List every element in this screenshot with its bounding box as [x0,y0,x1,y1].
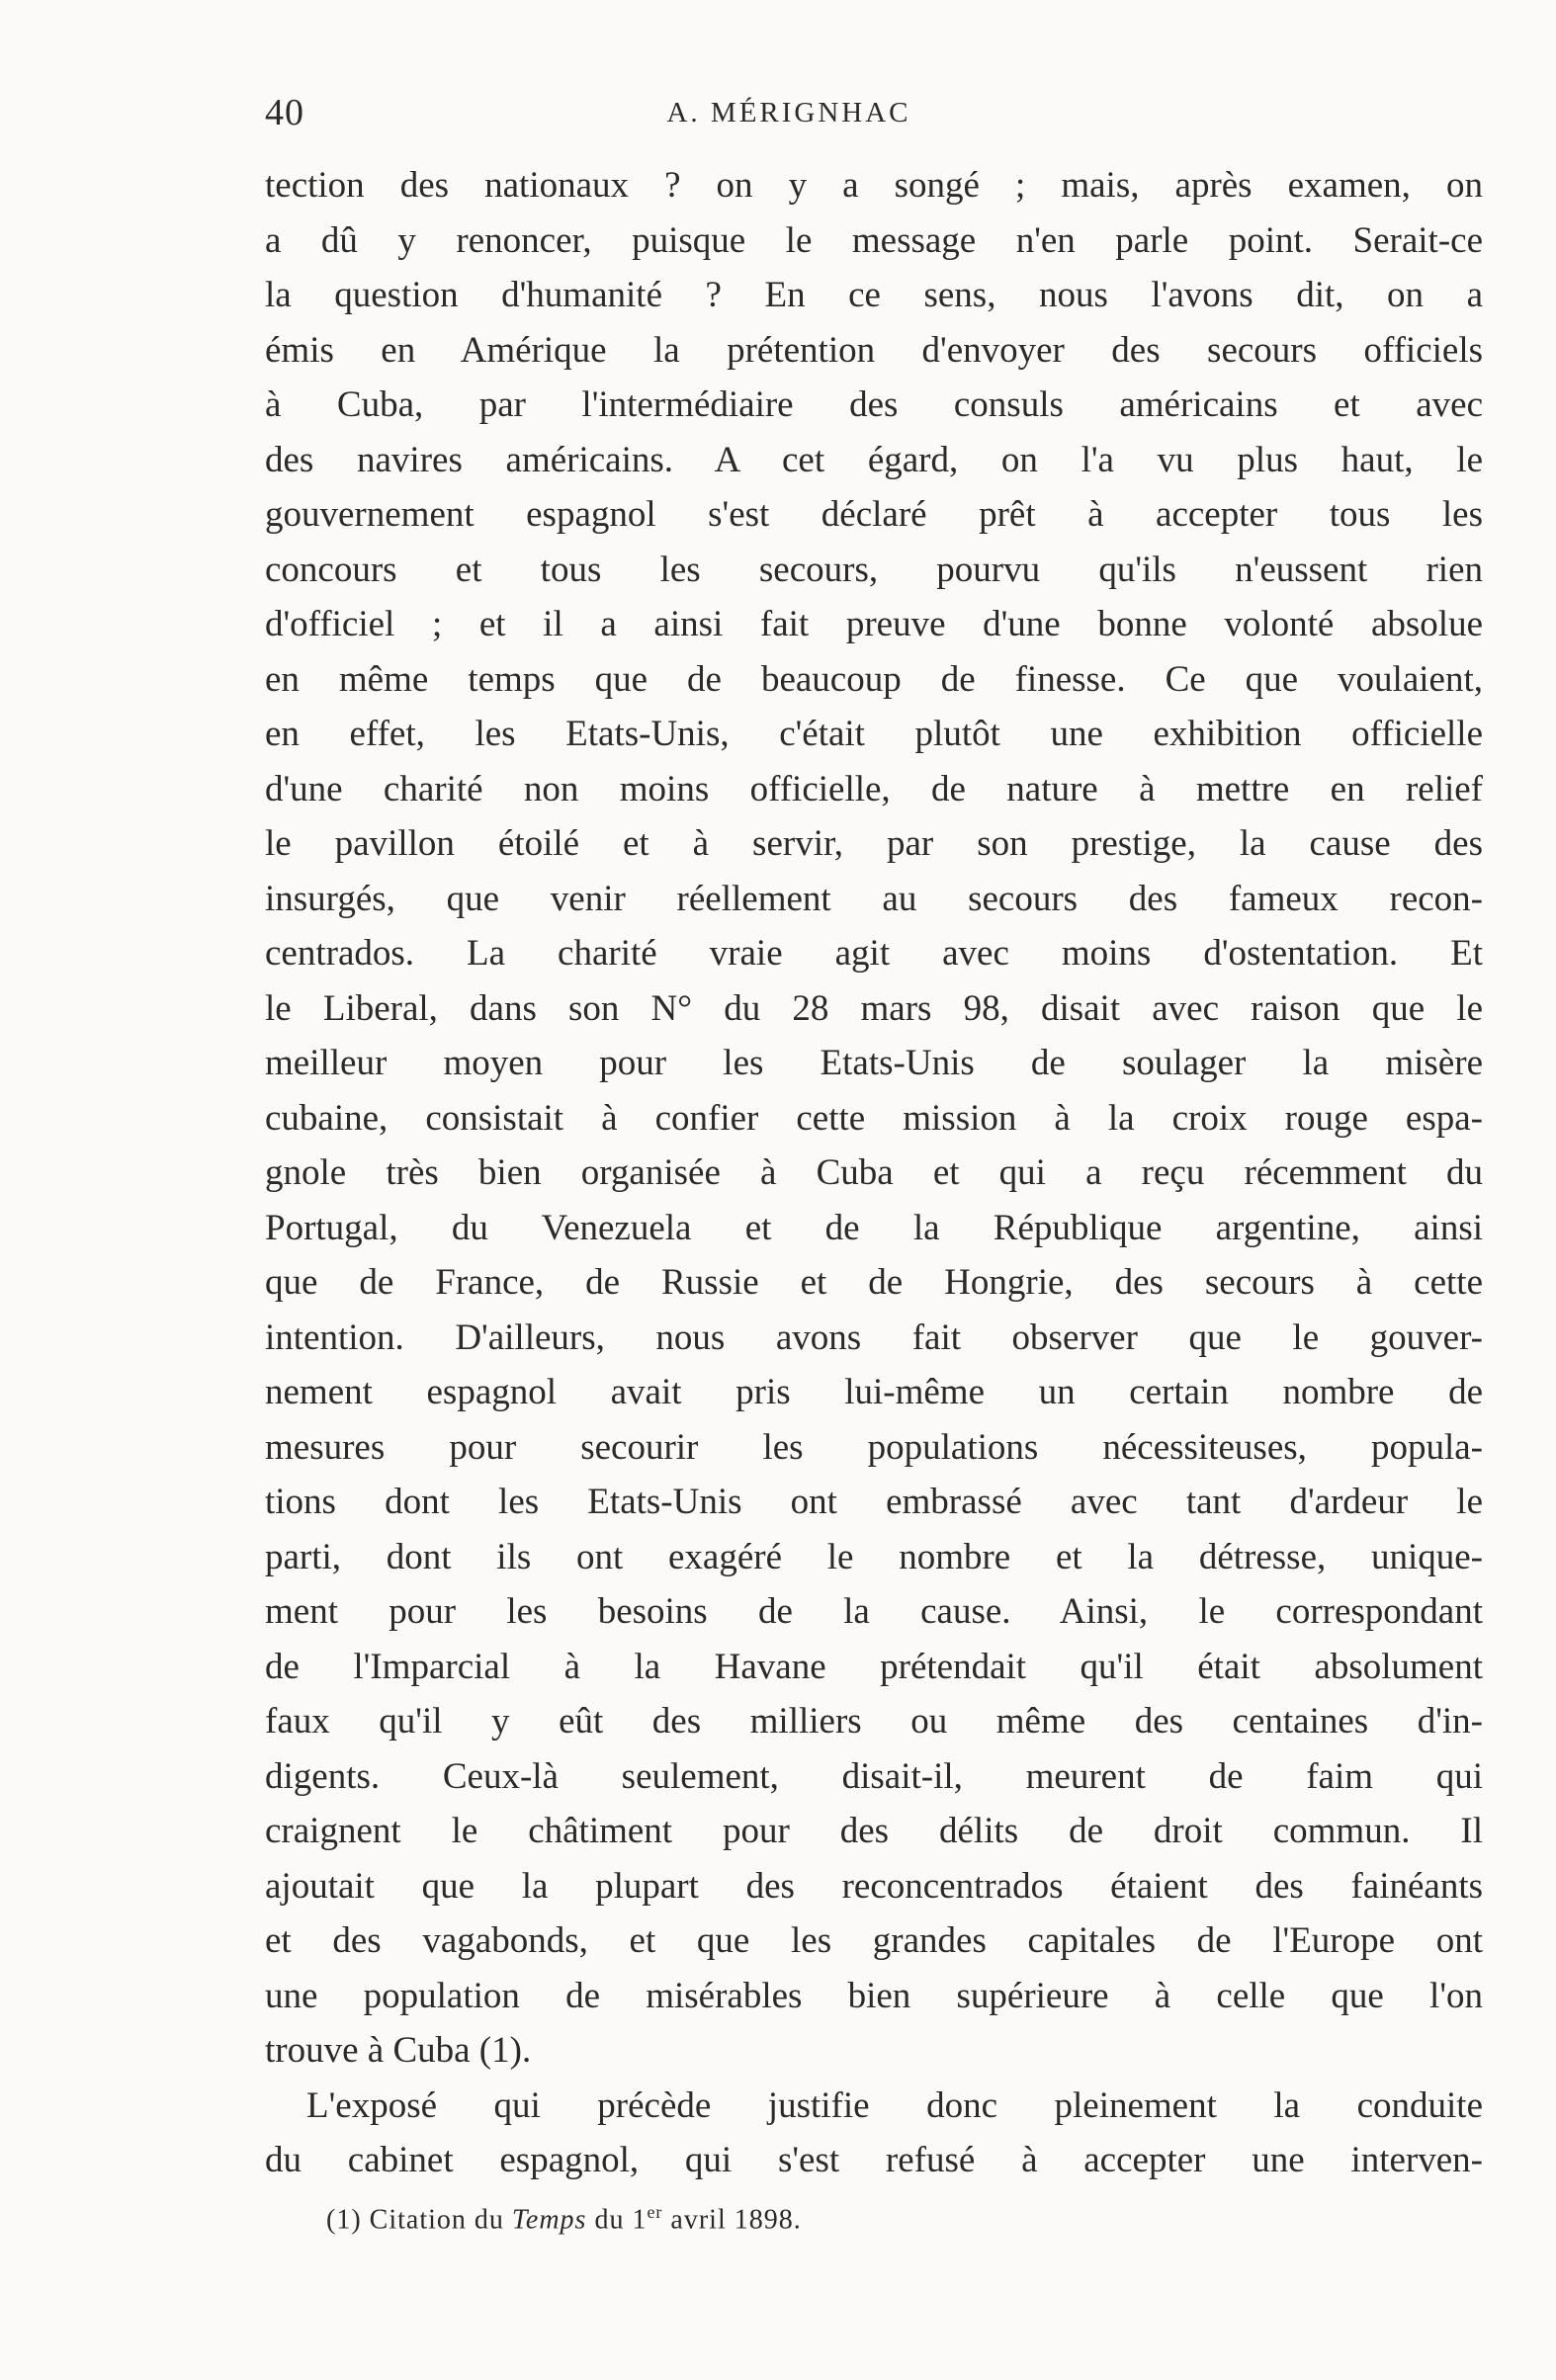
text-line: en même temps que de beaucoup de finesse. Ce que voulaient, [265,658,1483,700]
text-line: nement espagnol avait pris lui-même un certain nombre de [265,1372,1483,1412]
text-line: le Liberal, dans son N° du 28 mars 98, disait avec raison que le [265,987,1483,1029]
text-line: digents. Ceux-là seulement, disait-il, meurent de faim qui [265,1755,1483,1797]
text-line: concours et tous les secours, pourvu qu'ils n'eussent rien [265,549,1483,590]
text-line: de l'Imparcial à la Havane prétendait qu'il était absolument [265,1646,1483,1687]
body-text [265,158,1483,2188]
page-header [265,91,1313,140]
text-line: que de France, de Russie et de Hongrie, des secours à cette [265,1262,1483,1303]
text-line: ment pour les besoins de la cause. Ainsi, le correspondant [265,1591,1483,1632]
text-line: et des vagabonds, et que les grandes capitales de l'Europe ont [265,1920,1483,1961]
text-line: une population de misérables bien supérieure à celle que l'on [265,1975,1483,2016]
page-number: 40 [265,92,304,133]
footnote-marker: (1) [326,2204,362,2236]
text-line: intention. D'ailleurs, nous avons fait observer que le gouver- [265,1317,1483,1358]
footnote-title: Temps [511,2204,587,2236]
footnote-text: Citation du [369,2204,504,2236]
text-line: émis en Amérique la prétention d'envoyer des secours officiels [265,329,1483,371]
text-line: a dû y renoncer, puisque le message n'en parle point. Serait-ce [265,219,1483,261]
text-line: du cabinet espagnol, qui s'est refusé à accepter une interven- [265,2140,1483,2180]
footnote-text: avril 1898. [670,2204,802,2236]
text-line: faux qu'il y eût des milliers ou même des centaines d'in- [265,1701,1483,1742]
text-line: des navires américains. A cet égard, on l'a vu plus haut, le [265,439,1483,480]
text-line: en effet, les Etats-Unis, c'était plutôt une exhibition officielle [265,714,1483,754]
text-line: meilleur moyen pour les Etats-Unis de soulager la misère [265,1043,1483,1083]
paragraph-first-line: L'exposé qui précède justifie donc pleinement la conduite [306,2084,1483,2126]
text-line: gouvernement espagnol s'est déclaré prêt à accepter tous les [265,494,1483,535]
text-line: tection des nationaux ? on y a songé ; mais, après examen, on [265,165,1483,206]
text-line: le pavillon étoilé et à servir, par son prestige, la cause des [265,823,1483,864]
text-line: gnole très bien organisée à Cuba et qui a reçu récemment du [265,1152,1483,1193]
text-line: insurgés, que venir réellement au secours des fameux recon- [265,878,1483,919]
text-line: à Cuba, par l'intermédiaire des consuls américains et avec [265,384,1483,425]
text-line: parti, dont ils ont exagéré le nombre et la détresse, unique- [265,1536,1483,1577]
text-line: mesures pour secourir les populations nécessiteuses, popula- [265,1426,1483,1468]
text-line: trouve à Cuba (1). [265,2030,532,2071]
text-line: craignent le châtiment pour des délits de droit commun. Il [265,1811,1483,1851]
footnote [326,2202,802,2236]
text-line: la question d'humanité ? En ce sens, nous l'avons dit, on a [265,275,1483,315]
text-line: d'officiel ; et il a ainsi fait preuve d'une bonne volonté absolue [265,604,1483,644]
footnote-text: du 1 [594,2204,648,2236]
text-line: cubaine, consistait à confier cette mission à la croix rouge espa- [265,1097,1483,1139]
footnote-superscript: er [647,2202,663,2222]
text-line: Portugal, du Venezuela et de la République argentine, ainsi [265,1207,1483,1248]
text-line: tions dont les Etats-Unis ont embrassé avec tant d'ardeur le [265,1482,1483,1522]
running-head: A. MÉRIGNHAC [666,97,911,128]
text-line: ajoutait que la plupart des reconcentrados étaient des fainéants [265,1865,1483,1907]
text-line: d'une charité non moins officielle, de nature à mettre en relief [265,768,1483,809]
text-line: centrados. La charité vraie agit avec moins d'ostentation. Et [265,933,1483,974]
